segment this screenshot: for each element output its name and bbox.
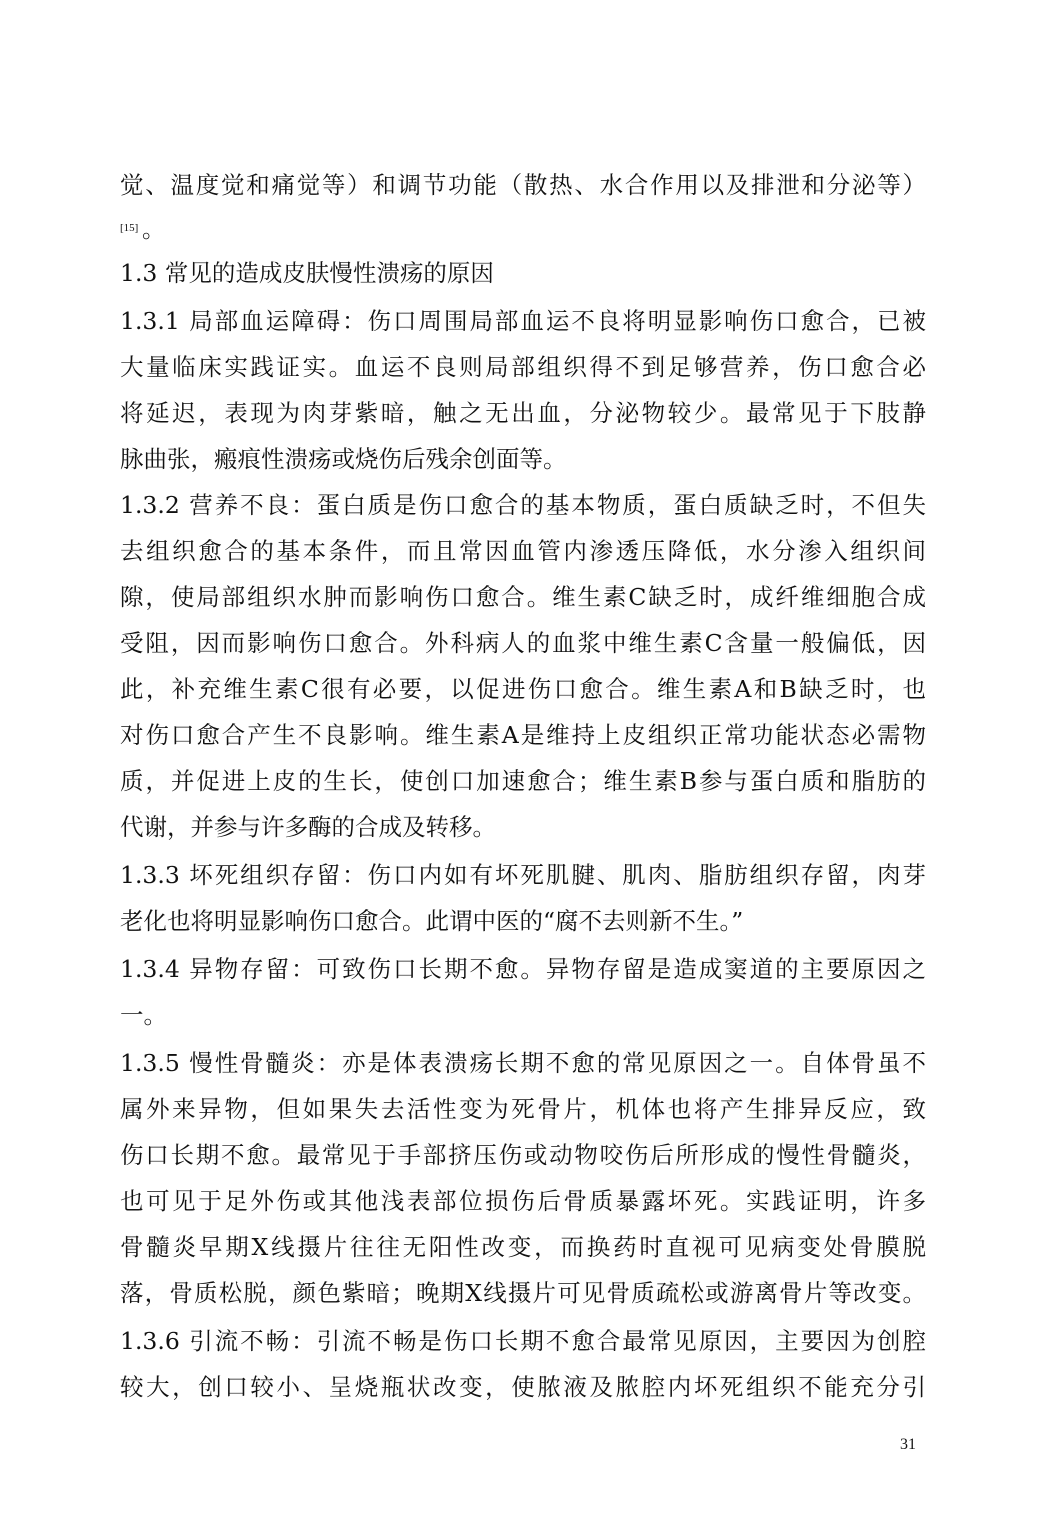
text-line: 大量临床实践证实。血运不良则局部组织得不到足够营养，伤口愈合必 [120, 353, 926, 381]
text-line: 隙，使局部组织水肿而影响伤口愈合。维生素C缺乏时，成纤维细胞合成 [120, 583, 926, 611]
text-line: 1.3.6 引流不畅：引流不畅是伤口长期不愈合最常见原因，主要因为创腔 [120, 1327, 926, 1355]
text-line: 伤口长期不愈。最常见于手部挤压伤或动物咬伤后所形成的慢性骨髓炎， [120, 1141, 926, 1169]
citation-period: 。 [142, 217, 165, 243]
text-line: 骨髓炎早期X线摄片往往无阳性改变，而换药时直视可见病变处骨膜脱 [120, 1233, 926, 1261]
text-line: 也可见于足外伤或其他浅表部位损伤后骨质暴露坏死。实践证明，许多 [120, 1187, 926, 1215]
text-line: 将延迟，表现为肉芽紫暗，触之无出血，分泌物较少。最常见于下肢静 [120, 399, 926, 427]
text-line: 较大，创口较小、呈烧瓶状改变，使脓液及脓腔内坏死组织不能充分引 [120, 1373, 926, 1401]
text-line: 此，补充维生素C很有必要，以促进伤口愈合。维生素A和B缺乏时，也 [120, 675, 926, 703]
section-heading: 1.3 常见的造成皮肤慢性溃疡的原因 [120, 259, 494, 287]
text-line: 1.3.2 营养不良：蛋白质是伤口愈合的基本物质，蛋白质缺乏时，不但失 [120, 491, 926, 519]
citation-marker: [15] [120, 222, 139, 234]
text-line: 1.3.4 异物存留：可致伤口长期不愈。异物存留是造成窦道的主要原因之 [120, 955, 926, 983]
text-line: 质，并促进上皮的生长，使创口加速愈合；维生素B参与蛋白质和脂肪的 [120, 767, 926, 795]
text-line: 老化也将明显影响伤口愈合。此谓中医的“腐不去则新不生。” [120, 907, 744, 935]
text-line: 对伤口愈合产生不良影响。维生素A是维持上皮组织正常功能状态必需物 [120, 721, 926, 749]
page-number: 31 [900, 1436, 916, 1453]
text-line: 去组织愈合的基本条件，而且常因血管内渗透压降低，水分渗入组织间 [120, 537, 926, 565]
text-line: 脉曲张，瘢痕性溃疡或烧伤后残余创面等。 [120, 445, 567, 473]
text-line: 落，骨质松脱，颜色紫暗；晚期X线摄片可见骨质疏松或游离骨片等改变。 [120, 1279, 926, 1307]
text-line: 1.3.3 坏死组织存留：伤口内如有坏死肌腱、肌肉、脂肪组织存留，肉芽 [120, 861, 926, 889]
text-line: 属外来异物，但如果失去活性变为死骨片，机体也将产生排异反应，致 [120, 1095, 926, 1123]
text-line: 代谢，并参与许多酶的合成及转移。 [120, 813, 496, 841]
text-line: 1.3.1 局部血运障碍：伤口周围局部血运不良将明显影响伤口愈合，已被 [120, 307, 926, 335]
text-line: 1.3.5 慢性骨髓炎：亦是体表溃疡长期不愈的常见原因之一。自体骨虽不 [120, 1049, 926, 1077]
text-line: 一。 [120, 1001, 167, 1029]
text-line: 受阻，因而影响伤口愈合。外科病人的血浆中维生素C含量一般偏低，因 [120, 629, 926, 657]
text-line: 觉、温度觉和痛觉等）和调节功能（散热、水合作用以及排泄和分泌等） [120, 171, 926, 199]
